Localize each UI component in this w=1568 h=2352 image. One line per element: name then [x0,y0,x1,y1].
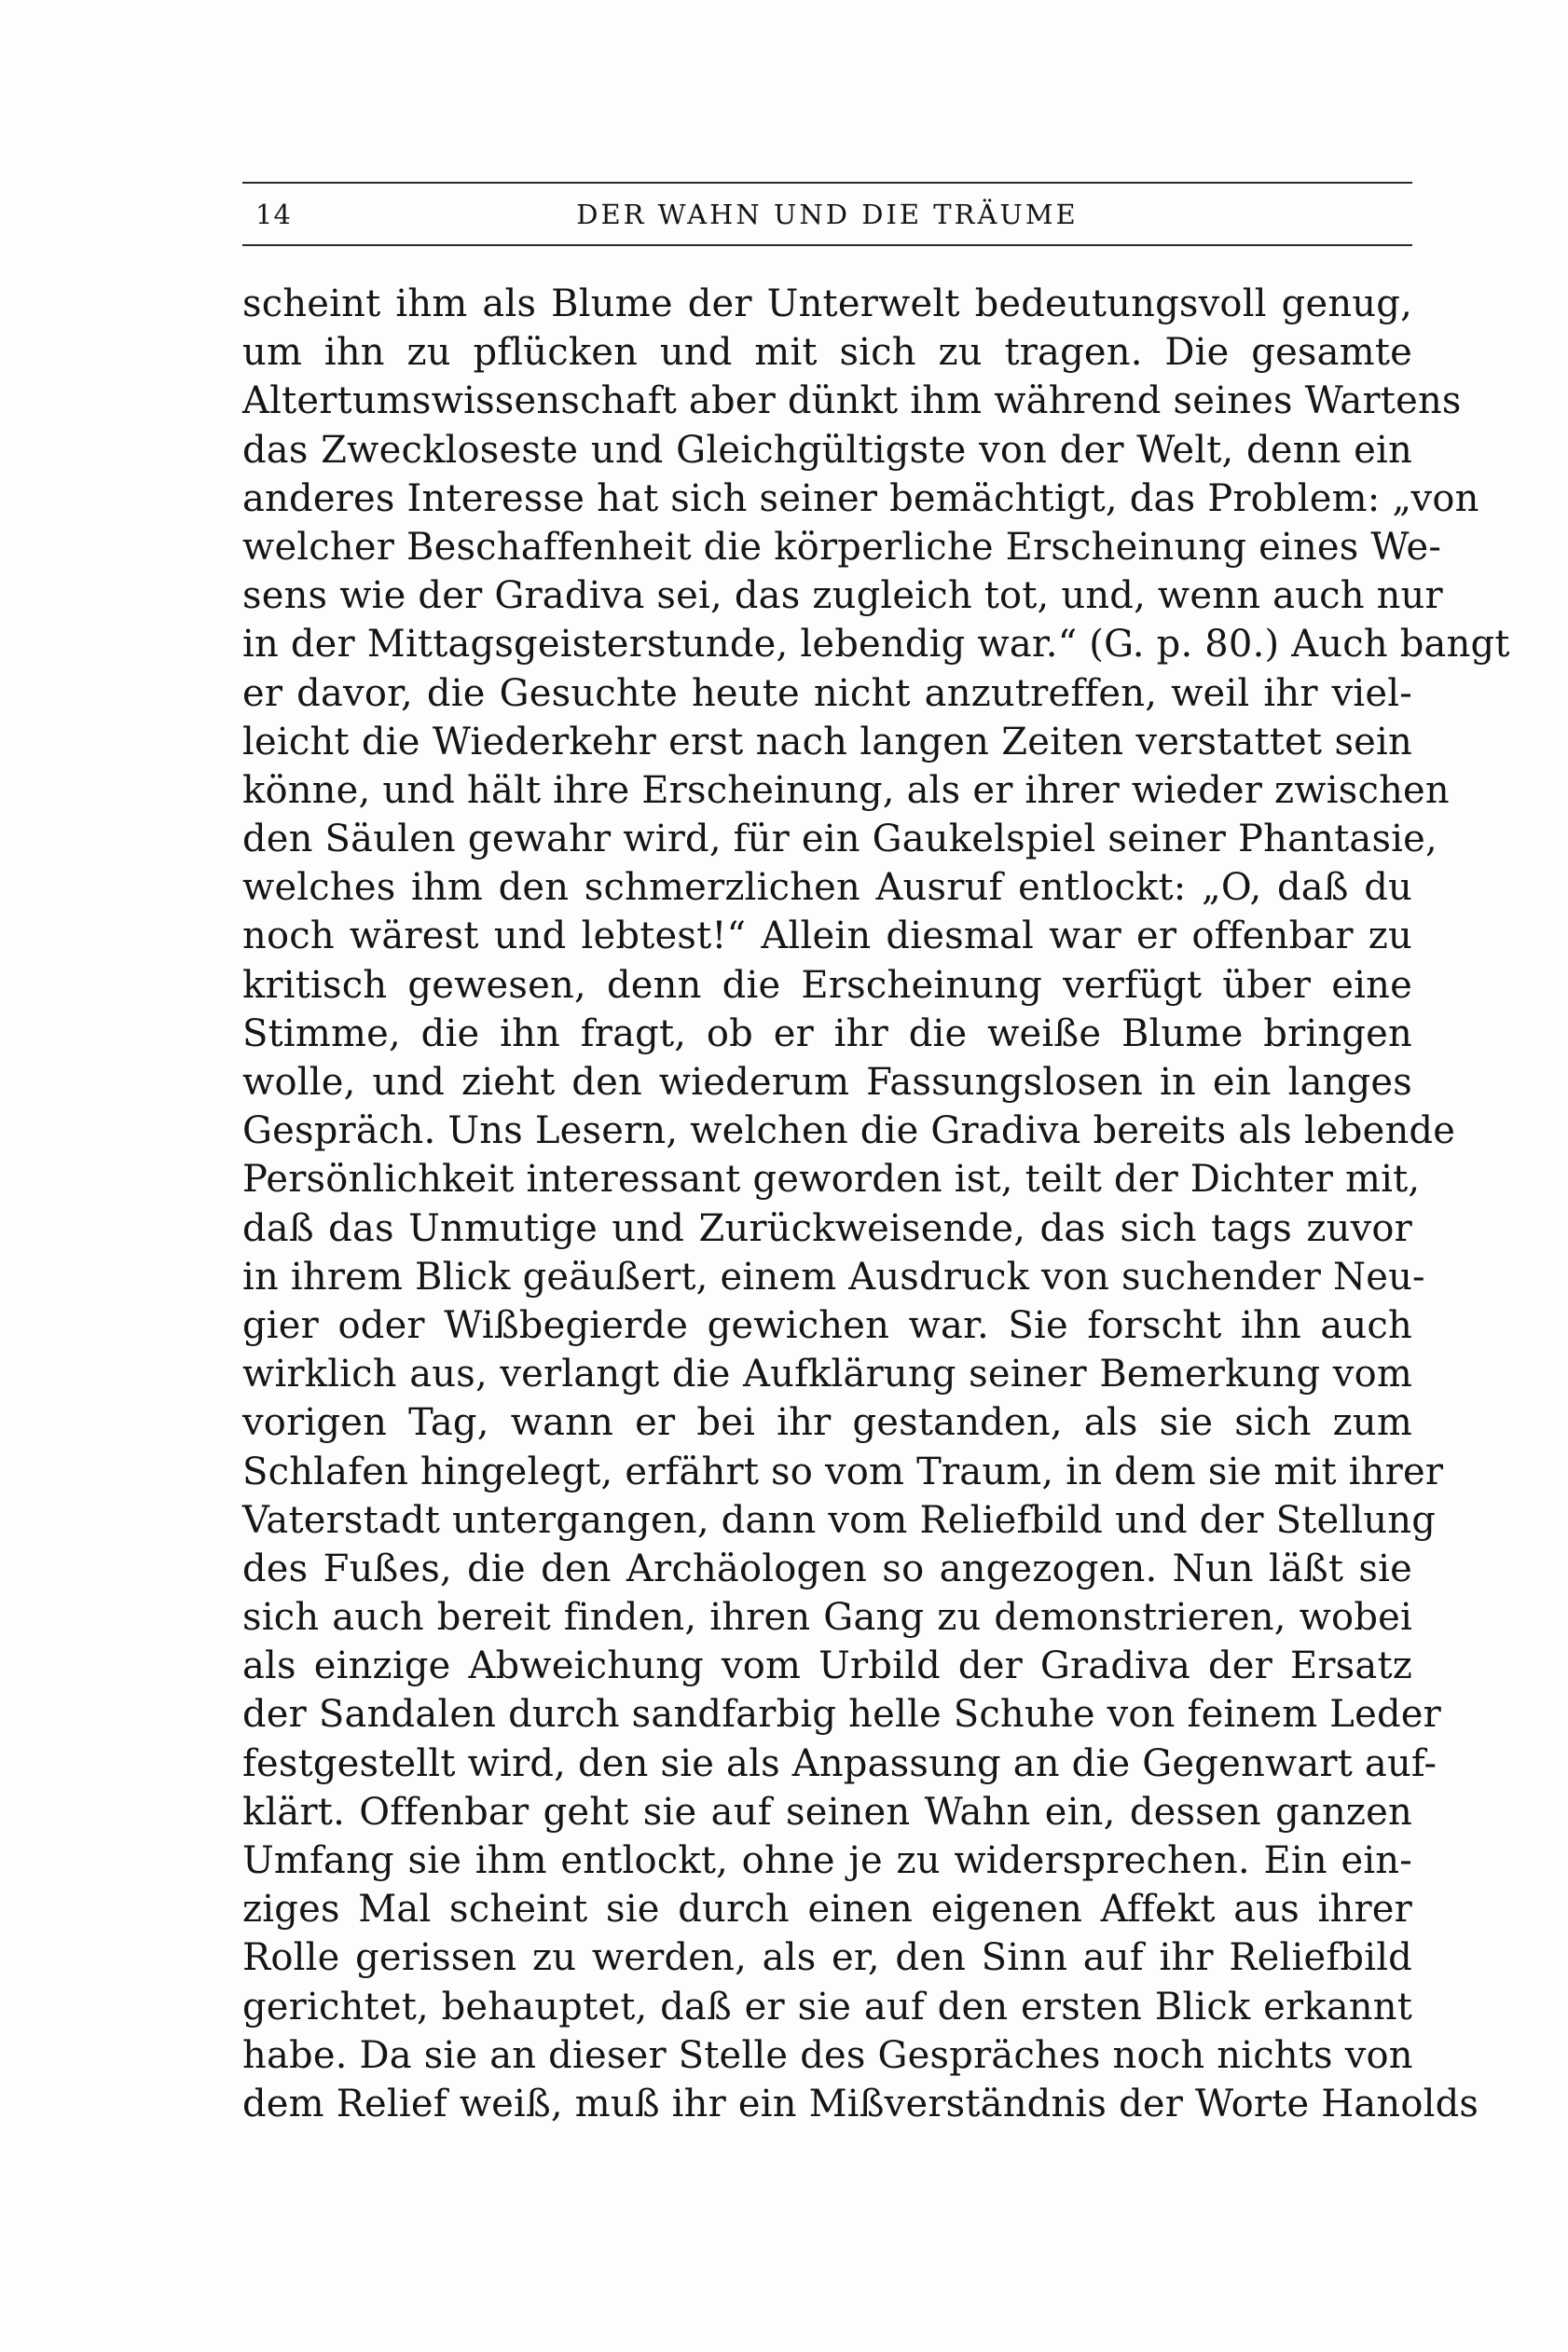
text-line: dem Relief weiß, muß ihr ein Mißverständnis der Worte Hanolds [242,2082,1479,2125]
text-line: welcher Beschaffenheit die körperliche Erscheinung eines We- [242,525,1442,569]
text-line: Schlafen hingelegt, erfährt so vom Traum, in dem sie mit ihrer [242,1450,1444,1493]
text-line: scheint ihm als Blume der Unterwelt bedeutungsvoll genug, [242,282,1412,325]
text-line: als einzige Abweichung vom Urbild der Gradiva der Ersatz [242,1644,1412,1688]
text-line: sens wie der Gradiva sei, das zugleich tot, und, wenn auch nur [242,574,1443,618]
text-line: um ihn zu pflücken und mit sich zu tragen. Die gesamte [242,331,1412,375]
text-line: der Sandalen durch sandfarbig helle Schuhe von feinem Leder [242,1693,1441,1737]
text-line: könne, und hält ihre Erscheinung, als er ihrer wieder zwischen [242,768,1450,812]
text-line: habe. Da sie an dieser Stelle des Gespräches noch nichts von [242,2033,1413,2077]
text-line: noch wärest und lebtest!“ Allein diesmal war er offenbar zu [242,915,1412,958]
body-text [242,280,1510,2128]
text-line: gerichtet, behauptet, daß er sie auf den ersten Blick erkannt [242,1985,1412,2029]
running-title: DER WAHN UND DIE TRÄUME [576,199,1079,230]
text-line: Altertumswissenschaft aber dünkt ihm während seines Wartens [242,379,1462,423]
text-line: Gespräch. Uns Lesern, welchen die Gradiva bereits als lebende [242,1109,1456,1153]
text-line: Umfang sie ihm entlockt, ohne je zu widersprechen. Ein ein- [242,1839,1412,1882]
text-line: Vaterstadt untergangen, dann vom Reliefbild und der Stellung [242,1498,1437,1542]
text-line: wolle, und zieht den wiederum Fassungslosen in ein langes [242,1061,1412,1104]
text-line: kritisch gewesen, denn die Erscheinung verfügt über eine [242,963,1412,1007]
running-head [242,193,1412,238]
text-line: ziges Mal scheint sie durch einen eigenen Affekt aus ihrer [242,1888,1412,1932]
header-rule-top [242,182,1412,184]
text-line: klärt. Offenbar geht sie auf seinen Wahn ein, dessen ganzen [242,1790,1412,1834]
text-line: er davor, die Gesuchte heute nicht anzutreffen, weil ihr viel- [242,671,1412,715]
text-line: das Zweckloseste und Gleichgültigste von der Welt, denn ein [242,428,1412,472]
text-line: Rolle gerissen zu werden, als er, den Sinn auf ihr Reliefbild [242,1936,1412,1980]
page-number: 14 [255,199,292,230]
text-line: den Säulen gewahr wird, für ein Gaukelspiel seiner Phantasie, [242,818,1437,861]
text-line: anderes Interesse hat sich seiner bemächtigt, das Problem: „von [242,476,1479,520]
text-line: festgestellt wird, den sie als Anpassung an die Gegenwart auf- [242,1741,1437,1785]
text-line: sich auch bereit finden, ihren Gang zu demonstrieren, wobei [242,1596,1412,1640]
text-line: welches ihm den schmerzlichen Ausruf entlockt: „O, daß du [242,866,1412,910]
text-line: Stimme, die ihn fragt, ob er ihr die weiße Blume bringen [242,1011,1412,1055]
text-line: daß das Unmutige und Zurückweisende, das sich tags zuvor [242,1206,1412,1250]
text-line: Persönlichkeit interessant geworden ist, teilt der Dichter mit, [242,1158,1421,1202]
text-line: in ihrem Blick geäußert, einem Ausdruck von suchender Neu- [242,1255,1425,1299]
text-line: vorigen Tag, wann er bei ihr gestanden, als sie sich zum [242,1401,1412,1445]
text-line: in der Mittagsgeisterstunde, lebendig war.“ (G. p. 80.) Auch bangt [242,623,1510,667]
header-rule-bottom [242,244,1412,246]
text-line: des Fußes, die den Archäologen so angezogen. Nun läßt sie [242,1547,1412,1590]
text-line: wirklich aus, verlangt die Aufklärung seiner Bemerkung vom [242,1353,1412,1396]
text-line: leicht die Wiederkehr erst nach langen Zeiten verstattet sein [242,720,1412,763]
text-line: gier oder Wißbegierde gewichen war. Sie forscht ihn auch [242,1303,1412,1347]
